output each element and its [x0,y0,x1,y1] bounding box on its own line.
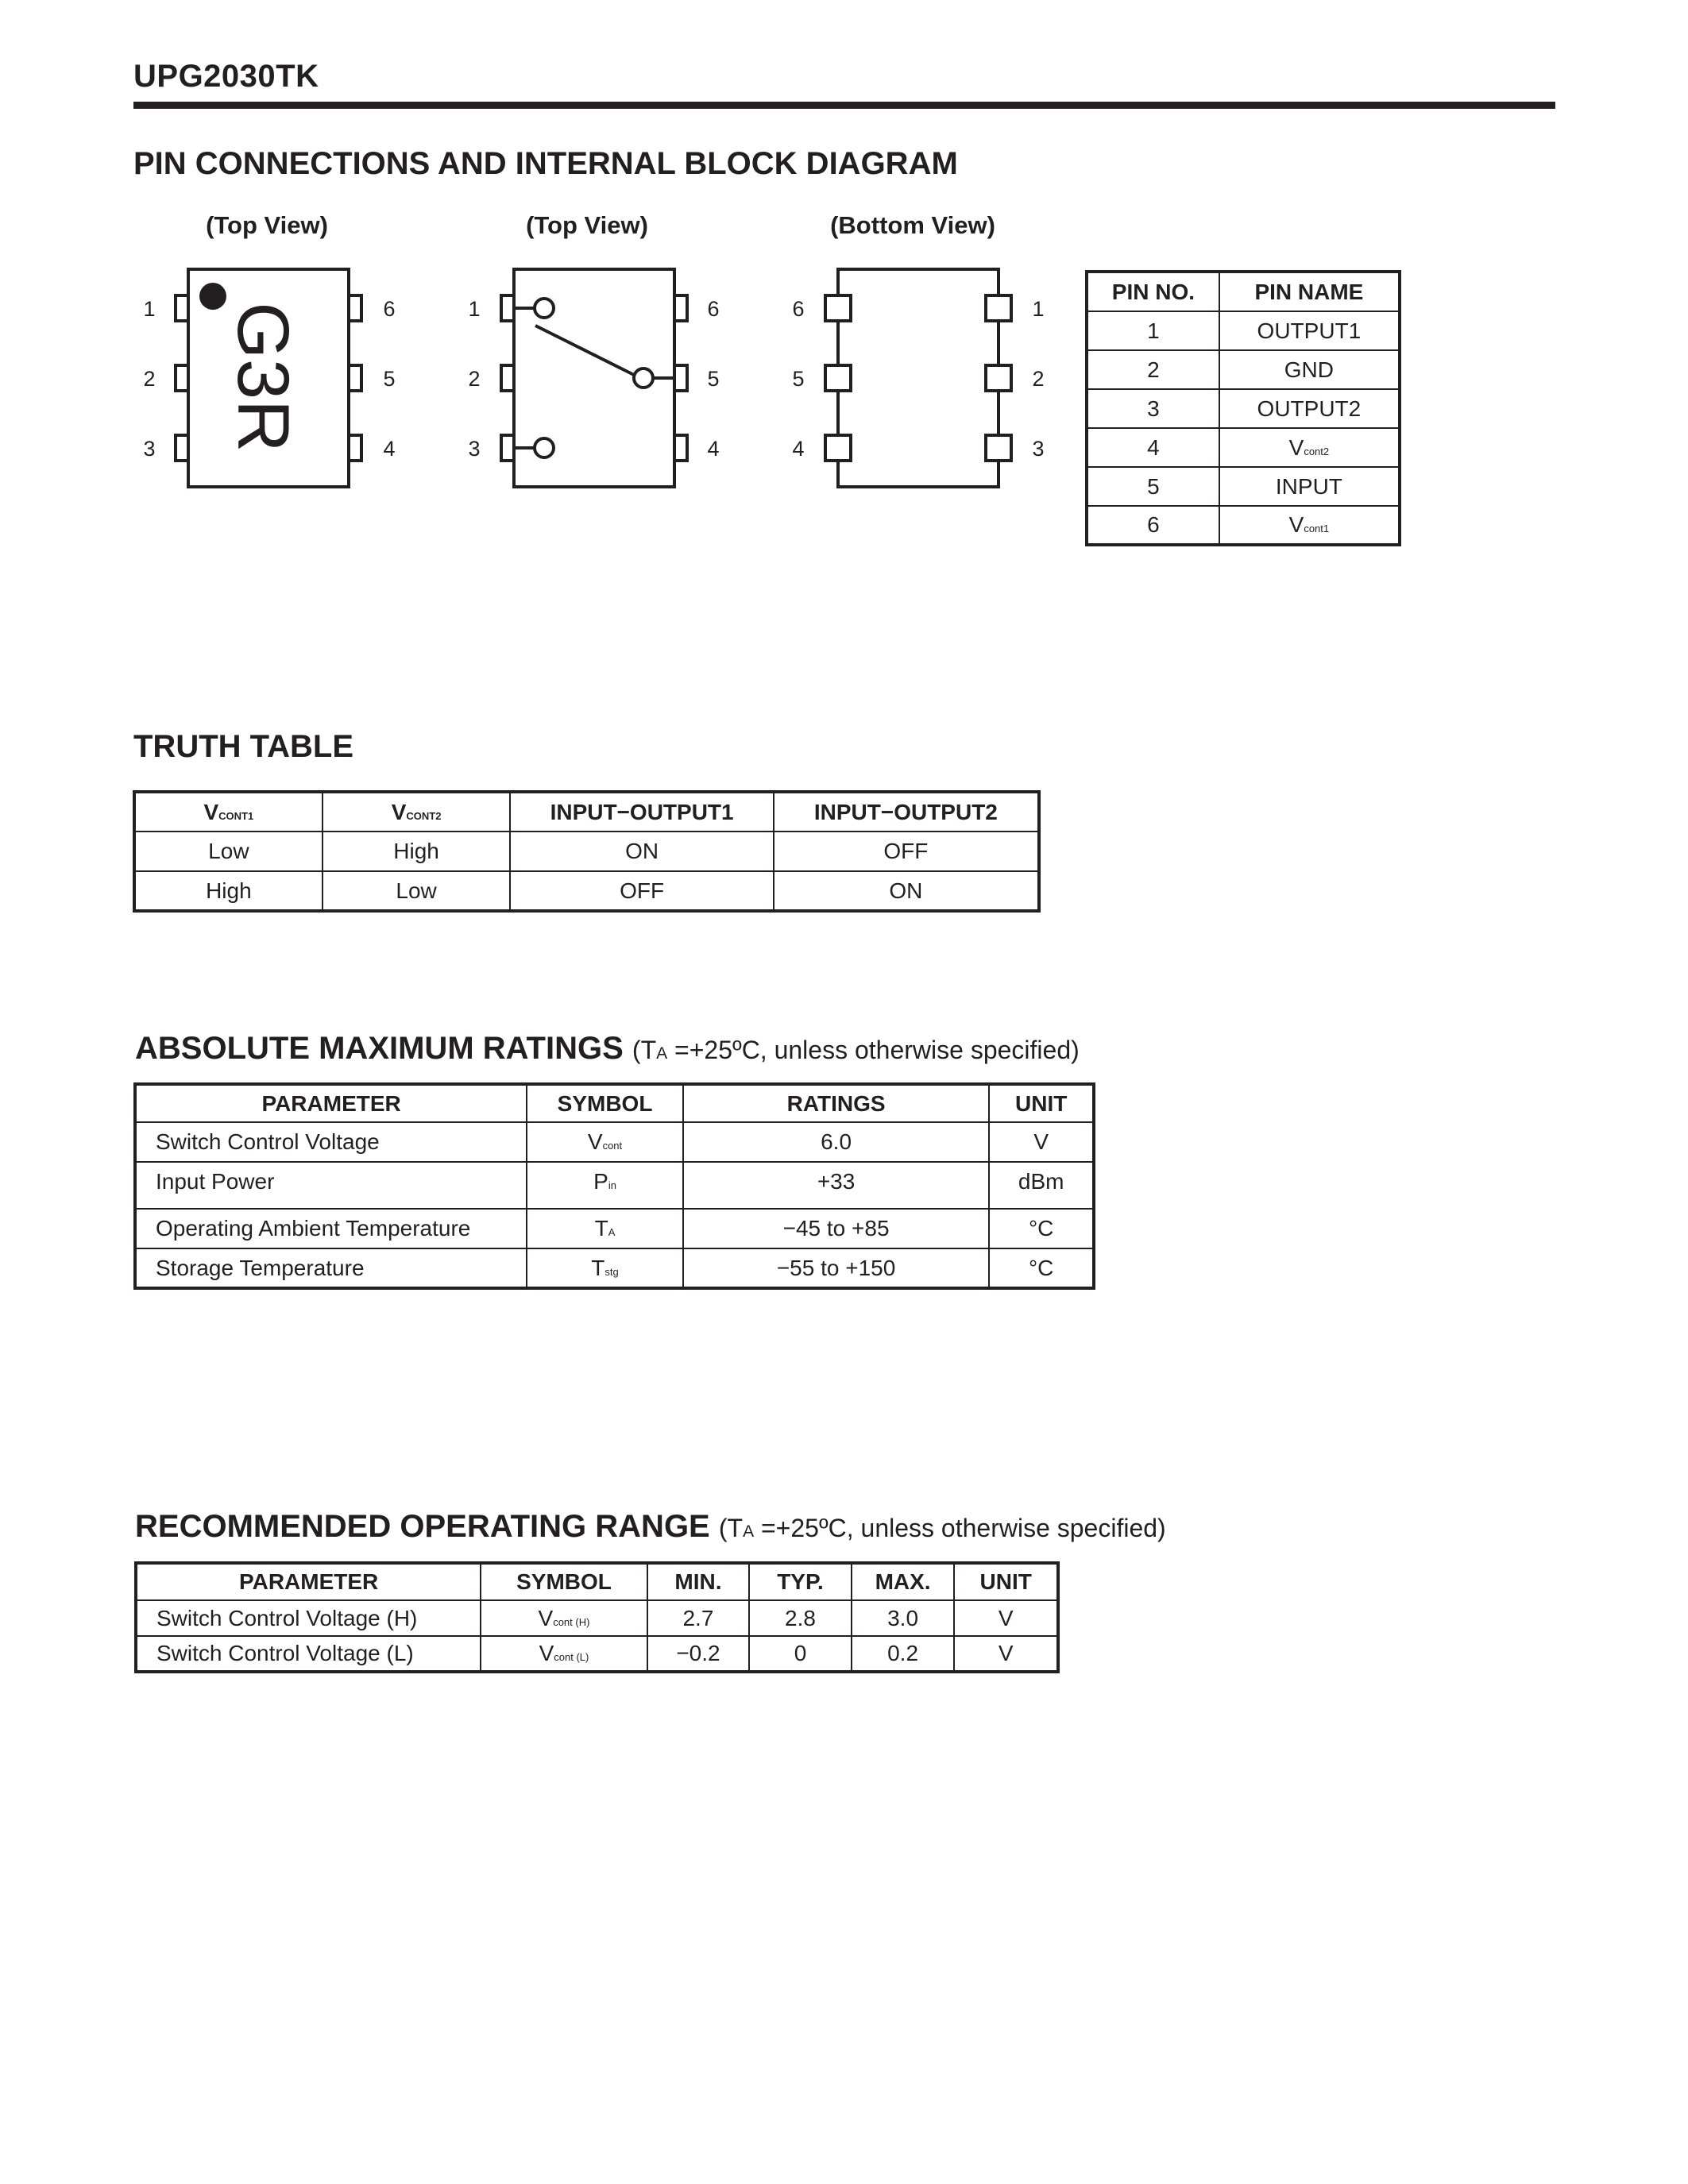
pin-no: 1 [1087,311,1219,350]
unit-cell: V [954,1600,1058,1636]
pin-no: 5 [1087,467,1219,506]
switch-contact [634,369,653,388]
pin-number: 2 [1032,367,1045,391]
pin-pad [674,365,687,391]
abs-max-table [133,1082,1095,1290]
col-header: PARAMETER [136,1563,481,1600]
pin-pad [176,435,188,461]
col-header: PIN NAME [1219,272,1400,311]
abs-max-condition: (TA =+25ºC, unless otherwise specified) [632,1036,1080,1064]
rating-cell: 6.0 [683,1122,990,1162]
package-body-3 [838,269,999,487]
parameter-cell: Switch Control Voltage (L) [136,1636,481,1672]
table-cell: High [323,832,511,871]
unit-cell: dBm [989,1162,1094,1209]
parameter-cell: Switch Control Voltage [135,1122,527,1162]
pin-name: Vcont2 [1219,428,1400,467]
col-header-output1: INPUT−OUTPUT1 [510,792,773,832]
rec-op-condition: (TA =+25ºC, unless otherwise specified) [718,1514,1166,1542]
unit-cell: V [954,1636,1058,1672]
pin-number: 5 [383,367,396,391]
pin-number: 2 [468,367,481,391]
pin-pad [176,365,188,391]
package-diagrams [0,0,1080,508]
pin-no: 4 [1087,428,1219,467]
package-marking: G3R [222,302,303,453]
col-header-vcont1: VCONT1 [134,792,323,832]
abs-max-title-text: ABSOLUTE MAXIMUM RATINGS [135,1031,624,1066]
view-label-top-2: (Top View) [526,211,648,239]
pin-number: 2 [143,367,156,391]
typ-cell: 2.8 [749,1600,852,1636]
rec-op-title [135,1509,1166,1545]
abs-max-title [135,1031,1080,1067]
rec-op-table [134,1561,1060,1673]
max-cell: 0.2 [852,1636,955,1672]
col-header: RATINGS [683,1084,990,1122]
pin-pad [986,295,1011,321]
unit-cell: °C [989,1248,1094,1288]
symbol-cell: TA [527,1209,683,1248]
table-cell: ON [510,832,773,871]
parameter-cell: Input Power [135,1162,527,1209]
table-cell: Low [323,871,511,911]
pin-number: 4 [707,437,720,461]
pin-pad [501,435,514,461]
pin-name: Vcont1 [1219,506,1400,545]
rating-cell: −45 to +85 [683,1209,990,1248]
unit-cell: V [989,1122,1094,1162]
pin-table [1085,270,1401,546]
parameter-cell: Operating Ambient Temperature [135,1209,527,1248]
pin-pad [349,365,361,391]
pin-number: 5 [707,367,720,391]
pin-number: 1 [1032,297,1045,321]
pin-pad [674,295,687,321]
pin-pad [825,365,851,391]
col-header: TYP. [749,1563,852,1600]
view-label-top-1: (Top View) [206,211,328,239]
table-cell: Low [134,832,323,871]
symbol-cell: Vcont (L) [481,1636,647,1672]
table-cell: ON [774,871,1039,911]
pin-number: 6 [383,297,396,321]
symbol-cell: Tstg [527,1248,683,1288]
min-cell: 2.7 [647,1600,750,1636]
pin-pad [349,435,361,461]
pin-pad [501,365,514,391]
col-header: MAX. [852,1563,955,1600]
pin-no: 6 [1087,506,1219,545]
pin-number: 1 [143,297,156,321]
pin-number: 3 [468,437,481,461]
col-header: PARAMETER [135,1084,527,1122]
pin-number: 6 [707,297,720,321]
min-cell: −0.2 [647,1636,750,1672]
switch-contact [535,438,554,457]
pin-number: 3 [143,437,156,461]
col-header: PIN NO. [1087,272,1219,311]
table-cell: OFF [774,832,1039,871]
col-header: UNIT [989,1084,1094,1122]
symbol-cell: Vcont (H) [481,1600,647,1636]
col-header-output2: INPUT−OUTPUT2 [774,792,1039,832]
truth-table [133,790,1041,913]
pin-pad [501,295,514,321]
pin-pad [349,295,361,321]
pin-number: 4 [792,437,805,461]
table-cell: High [134,871,323,911]
table-cell: OFF [510,871,773,911]
pin-number: 1 [468,297,481,321]
col-header: SYMBOL [481,1563,647,1600]
pin-name: GND [1219,350,1400,389]
pin-no: 2 [1087,350,1219,389]
pin-number: 5 [792,367,805,391]
typ-cell: 0 [749,1636,852,1672]
pin-pad [674,435,687,461]
truth-table-title: TRUTH TABLE [133,729,353,764]
switch-arm [535,326,634,375]
parameter-cell: Switch Control Voltage (H) [136,1600,481,1636]
max-cell: 3.0 [852,1600,955,1636]
unit-cell: °C [989,1209,1094,1248]
parameter-cell: Storage Temperature [135,1248,527,1288]
rating-cell: −55 to +150 [683,1248,990,1288]
rating-cell: +33 [683,1162,990,1209]
pin-number: 6 [792,297,805,321]
switch-contact [535,299,554,318]
pin1-dot [199,283,226,310]
rec-op-title-text: RECOMMENDED OPERATING RANGE [135,1509,710,1544]
col-header: SYMBOL [527,1084,683,1122]
pin-section-title: PIN CONNECTIONS AND INTERNAL BLOCK DIAGRAM [133,146,958,181]
col-header: UNIT [954,1563,1058,1600]
pin-name: INPUT [1219,467,1400,506]
col-header: MIN. [647,1563,750,1600]
pin-name: OUTPUT1 [1219,311,1400,350]
pin-pad [825,295,851,321]
pin-pad [986,435,1011,461]
pin-pad [986,365,1011,391]
pin-no: 3 [1087,389,1219,428]
pin-name: OUTPUT2 [1219,389,1400,428]
symbol-cell: Vcont [527,1122,683,1162]
part-number-header: UPG2030TK [133,59,319,94]
view-label-bottom: (Bottom View) [830,211,995,239]
symbol-cell: Pin [527,1162,683,1209]
pin-pad [176,295,188,321]
pin-number: 4 [383,437,396,461]
col-header-vcont2: VCONT2 [323,792,511,832]
pin-pad [825,435,851,461]
pin-number: 3 [1032,437,1045,461]
